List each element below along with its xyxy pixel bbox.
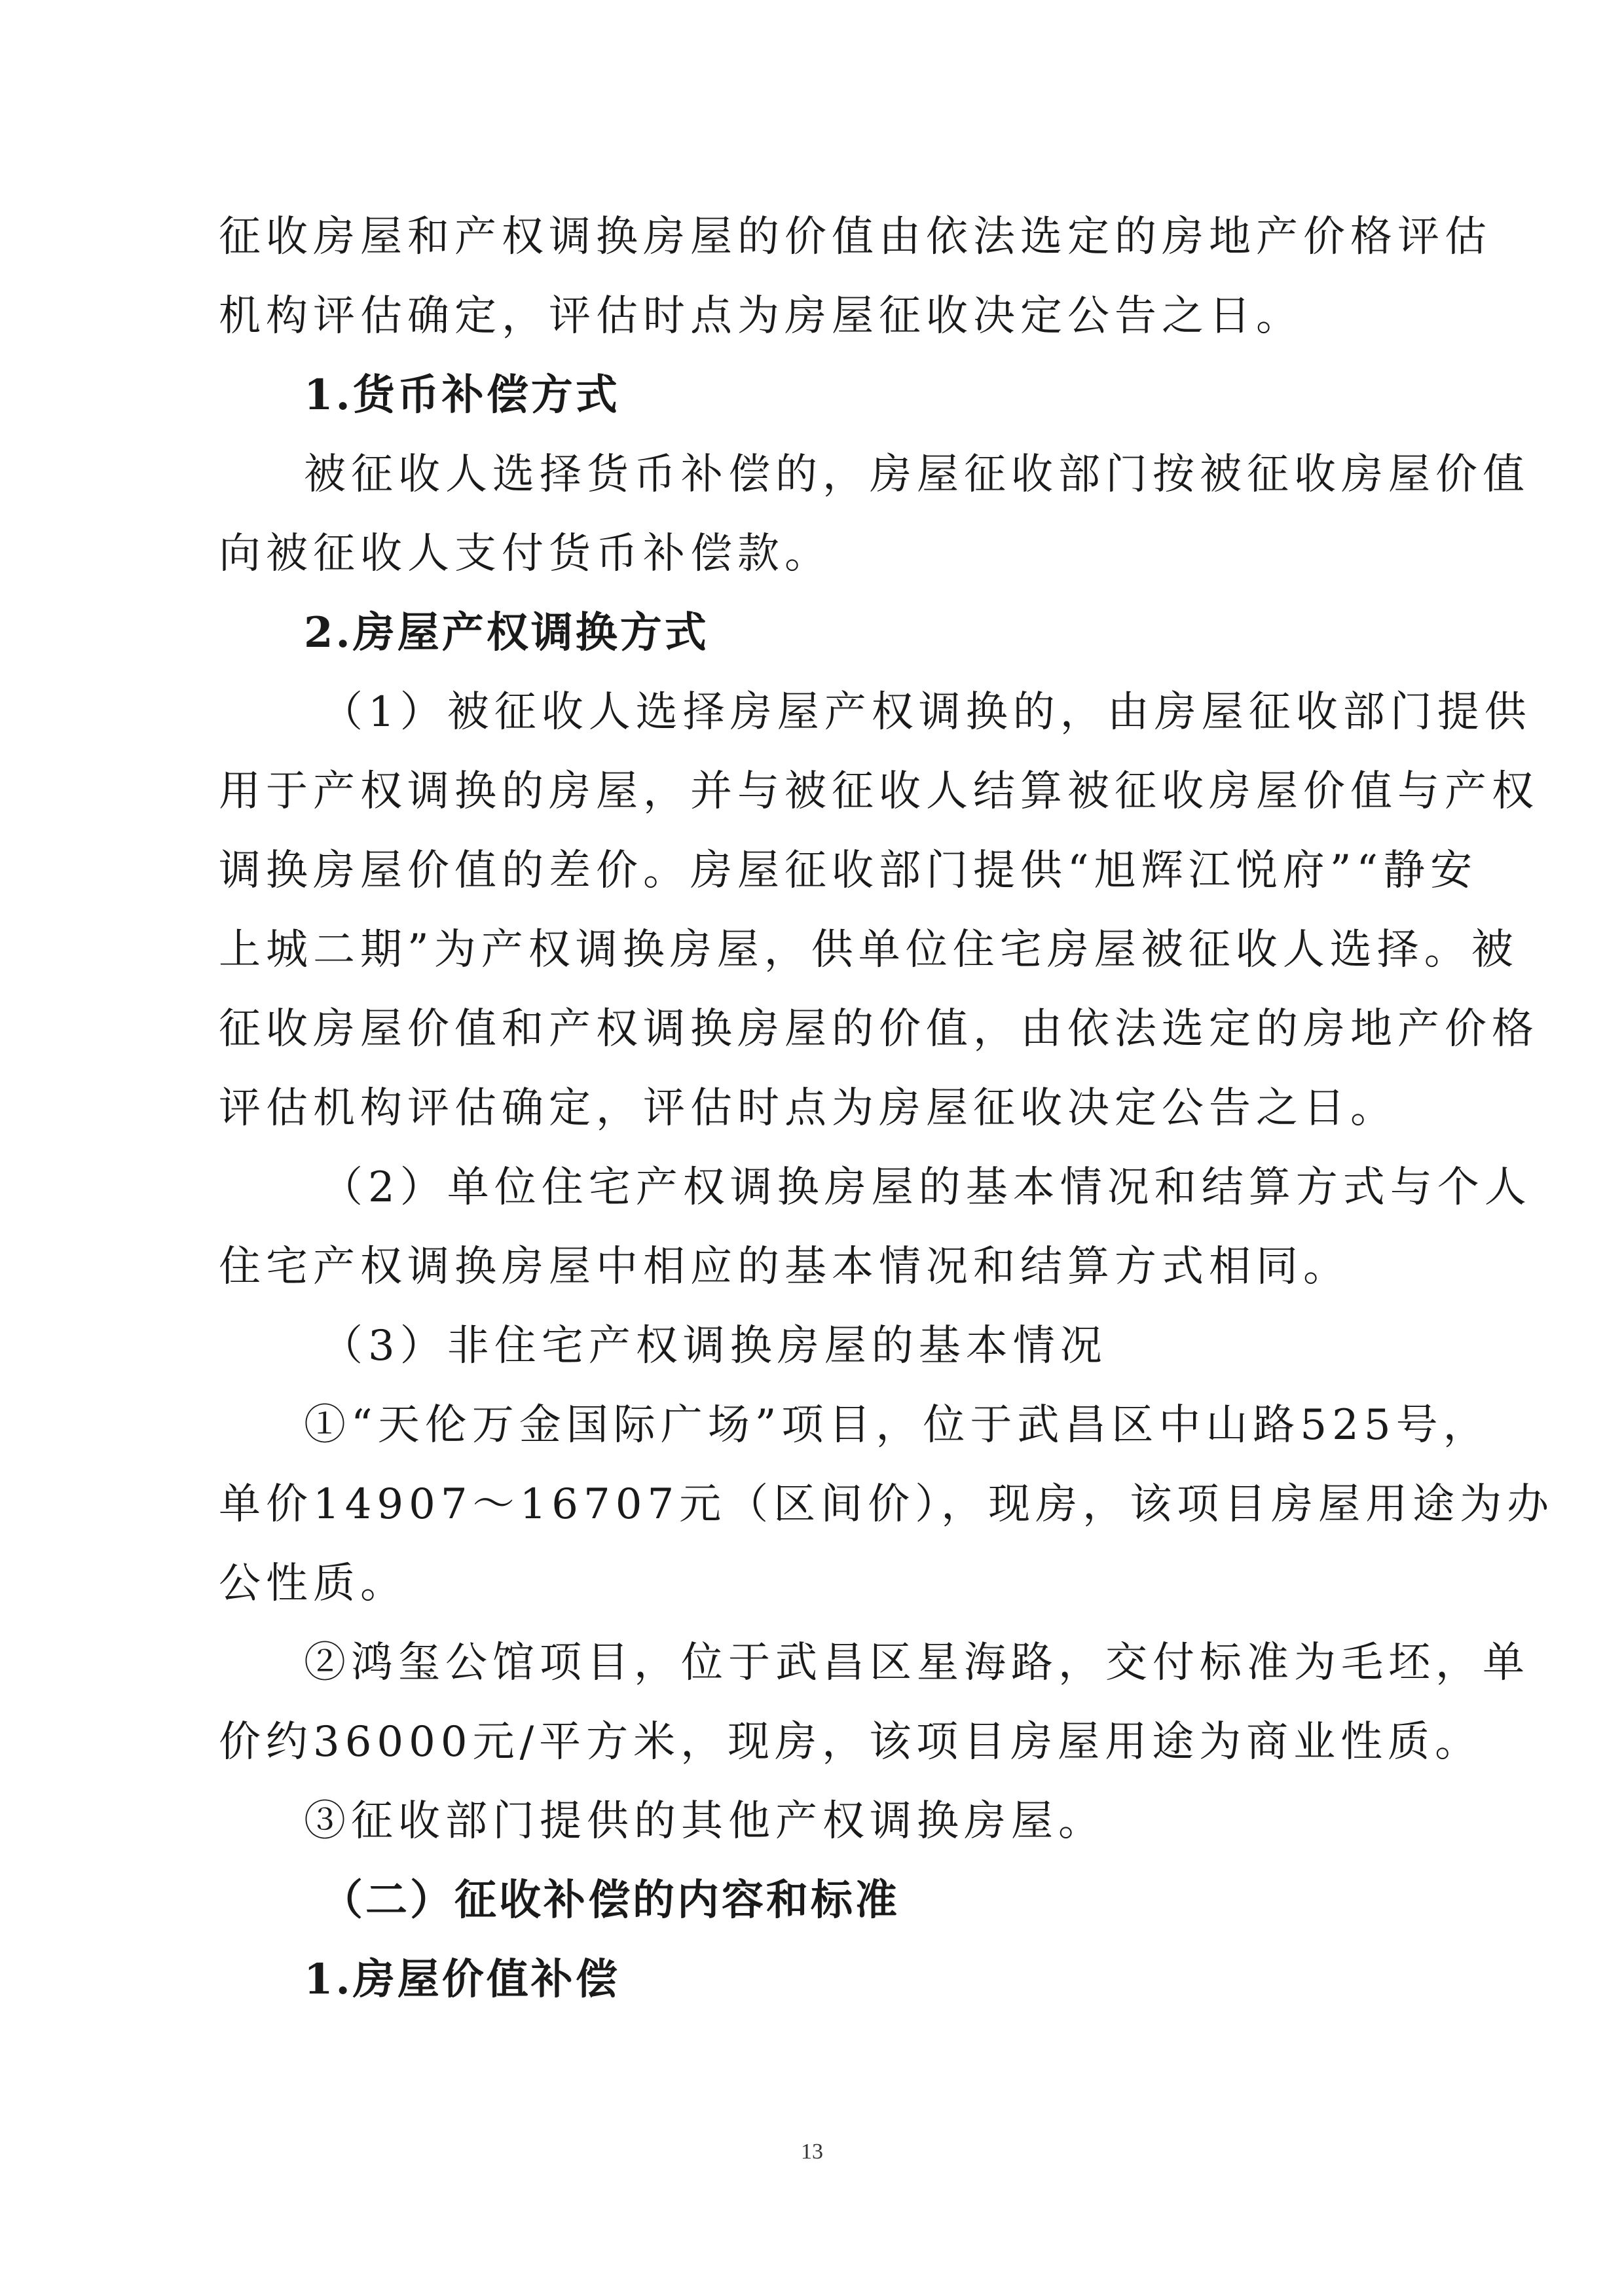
section-heading-house-value-compensation: 1.房屋价值补偿 — [304, 1955, 620, 2004]
paragraph-line-19: ②鸿玺公馆项目，位于武昌区星海路，交付标准为毛坯，单 — [304, 1639, 1530, 1687]
paragraph-line-13: （2）单位住宅产权调换房屋的基本情况和结算方式与个人 — [321, 1163, 1532, 1212]
paragraph-line-21: ③征收部门提供的其他产权调换房屋。 — [304, 1797, 1105, 1846]
paragraph-line-15: （3）非住宅产权调换房屋的基本情况 — [321, 1322, 1107, 1370]
paragraph-line-1: 征收房屋和产权调换房屋的价值由依法选定的房地产价格评估 — [219, 213, 1492, 261]
paragraph-line-5: 向被征收人支付货币补偿款。 — [219, 530, 832, 578]
paragraph-line-4: 被征收人选择货币补偿的，房屋征收部门按被征收房屋价值 — [304, 450, 1530, 499]
paragraph-line-16: ①“天伦万金国际广场”项目，位于武昌区中山路525号， — [304, 1401, 1490, 1449]
section-heading-monetary-compensation: 1.货币补偿方式 — [304, 371, 620, 420]
section-heading-compensation-content: （二）征收补偿的内容和标准 — [321, 1876, 900, 1925]
paragraph-line-17: 单价14907～16707元（区间价），现房，该项目房屋用途为办 — [219, 1480, 1555, 1529]
paragraph-line-20: 价约36000元/平方米，现房，该项目房屋用途为商业性质。 — [219, 1718, 1483, 1766]
page-number: 13 — [801, 2140, 823, 2164]
paragraph-line-2: 机构评估确定，评估时点为房屋征收决定公告之日。 — [219, 292, 1303, 340]
paragraph-line-11: 征收房屋价值和产权调换房屋的价值，由依法选定的房地产价格 — [219, 1005, 1539, 1053]
paragraph-line-9: 调换房屋价值的差价。房屋征收部门提供“旭辉江悦府”“静安 — [219, 847, 1478, 895]
paragraph-line-8: 用于产权调换的房屋，并与被征收人结算被征收房屋价值与产权 — [219, 767, 1539, 816]
paragraph-line-14: 住宅产权调换房屋中相应的基本情况和结算方式相同。 — [219, 1243, 1350, 1291]
paragraph-line-10: 上城二期”为产权调换房屋，供单位住宅房屋被征收人选择。被 — [219, 926, 1519, 974]
section-heading-property-exchange: 2.房屋产权调换方式 — [304, 608, 709, 657]
paragraph-line-7: （1）被征收人选择房屋产权调换的，由房屋征收部门提供 — [321, 688, 1532, 737]
paragraph-line-18: 公性质。 — [219, 1559, 407, 1608]
paragraph-line-12: 评估机构评估确定，评估时点为房屋征收决定公告之日。 — [219, 1084, 1397, 1133]
